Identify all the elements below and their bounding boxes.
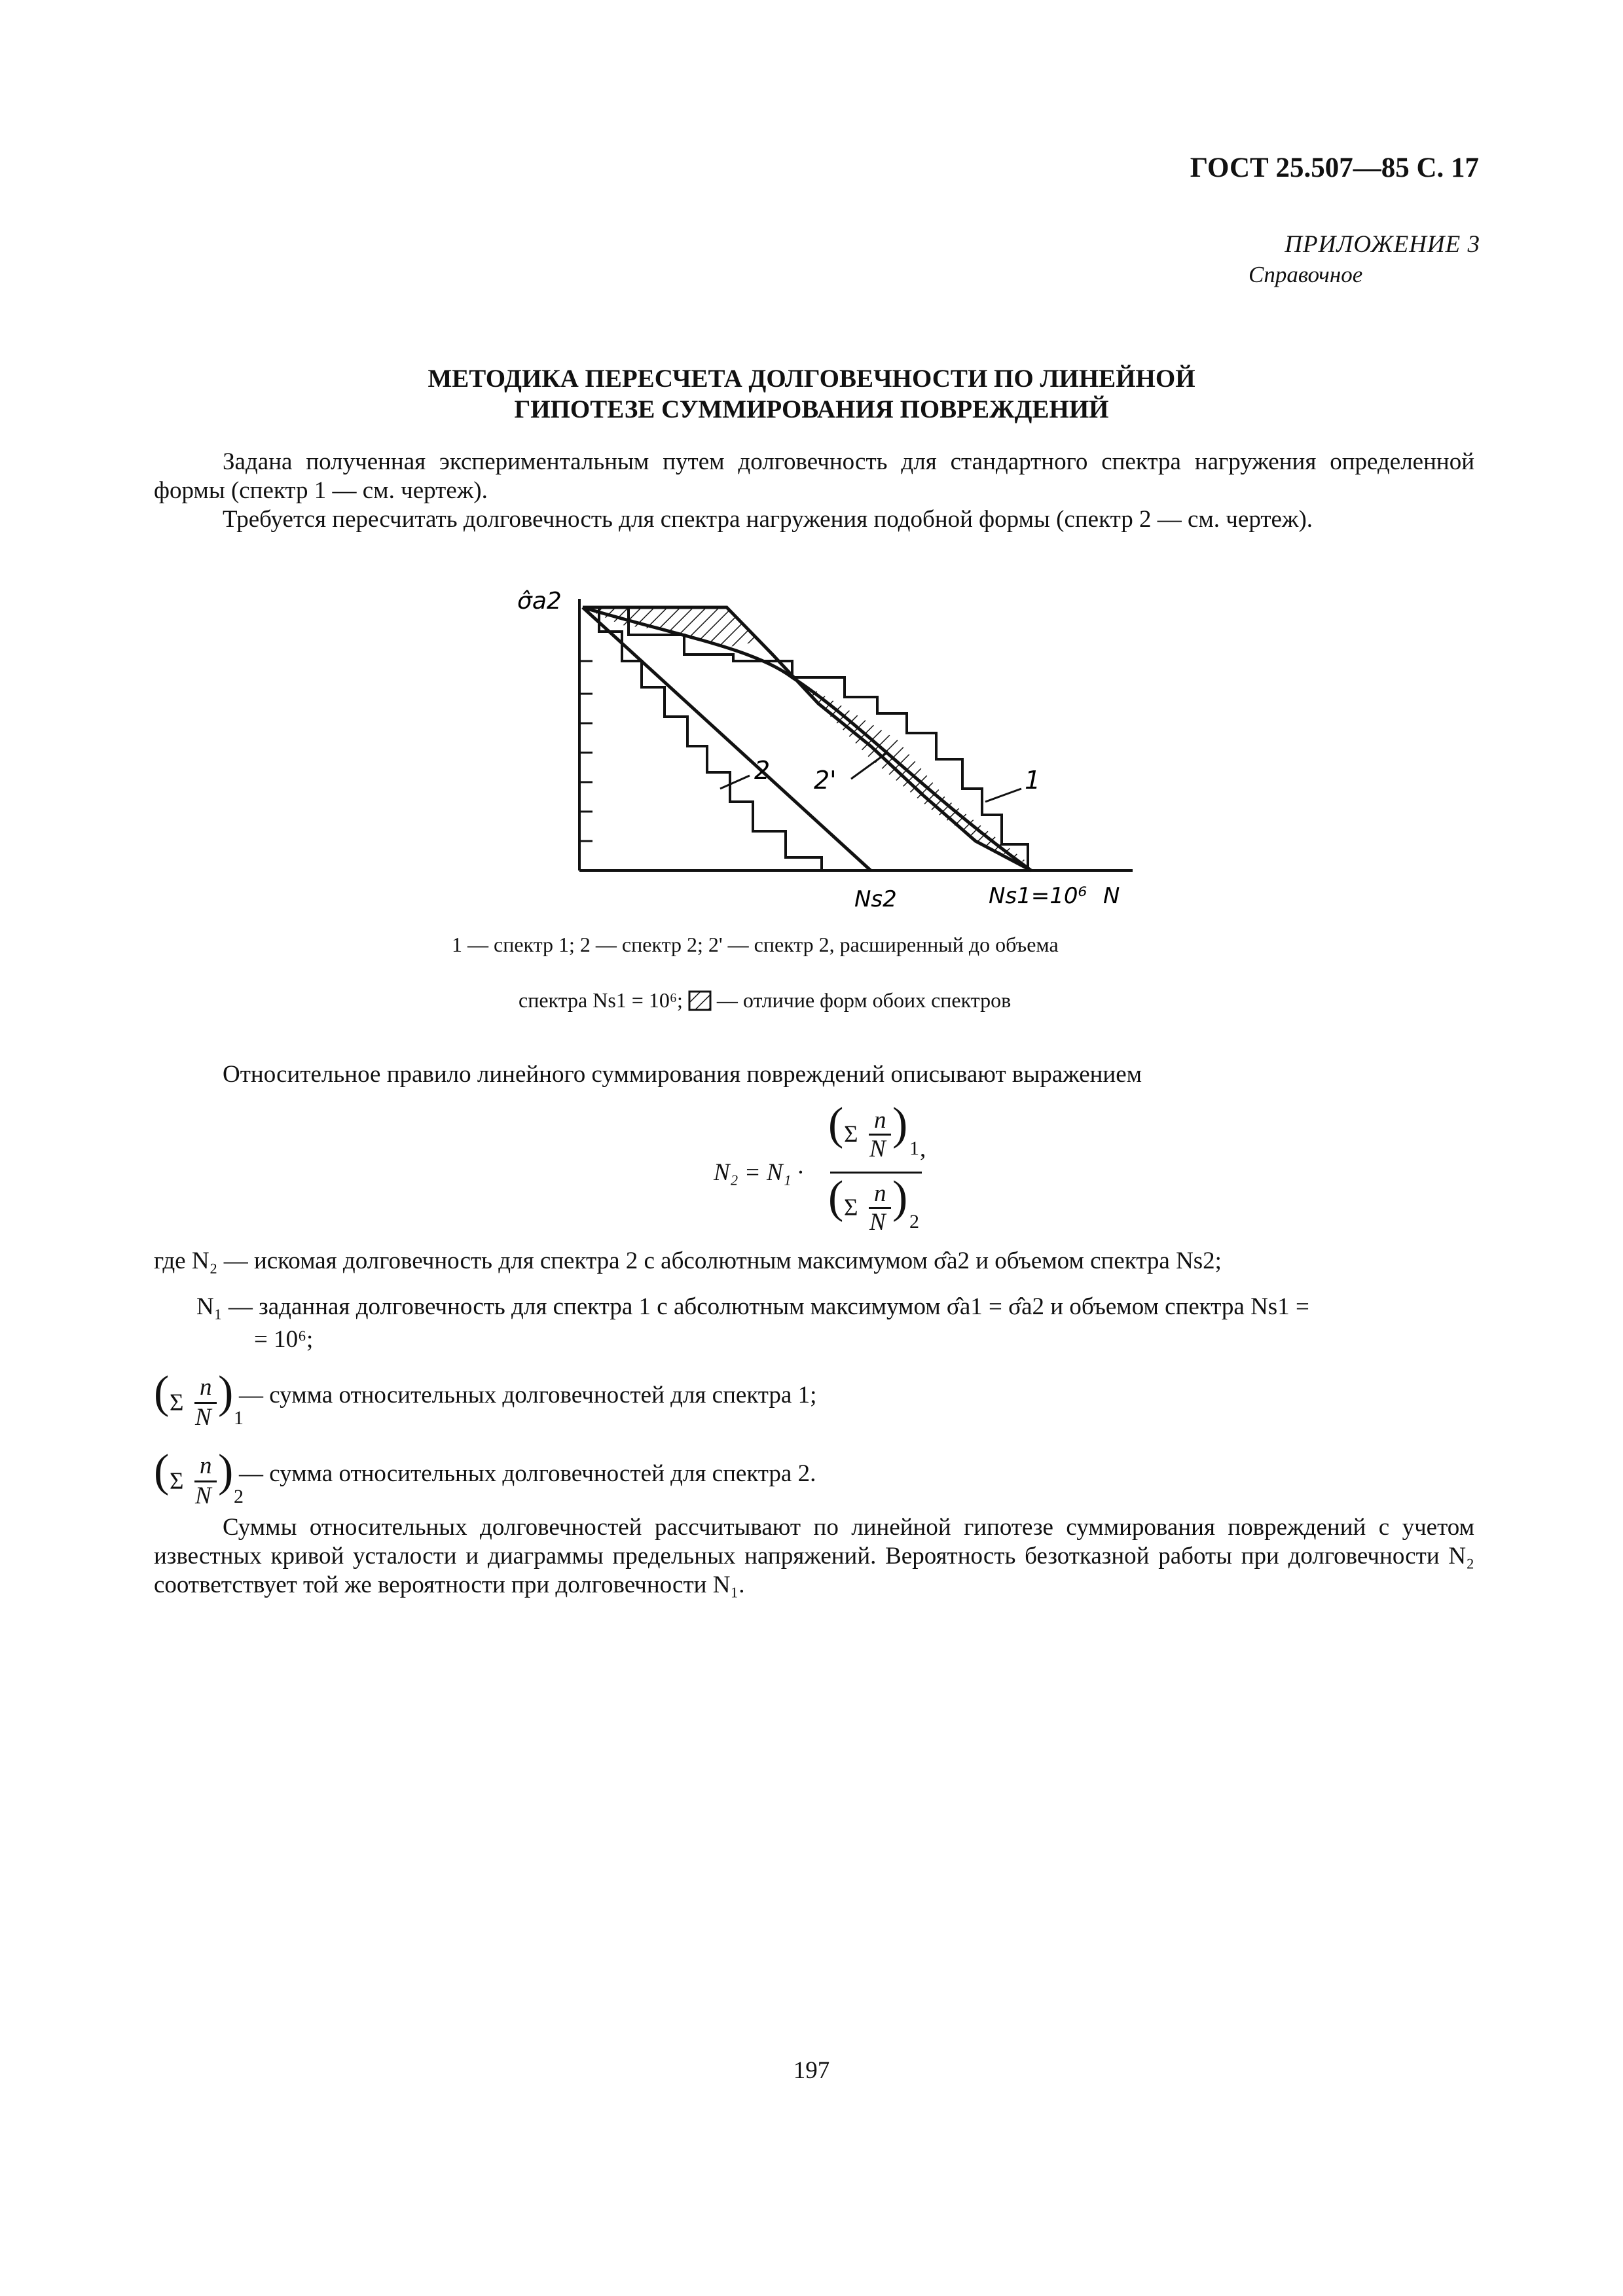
y-ticks [579, 661, 593, 841]
definition-sum-2: — сумма относительных долговечностей для спектра 2. [239, 1460, 816, 1487]
definition-sum-1: — сумма относительных долговечностей для спектра 1; [239, 1382, 817, 1408]
sub-d4: 2 [234, 1486, 244, 1507]
definition-n1-cont: = 10⁶; [254, 1326, 314, 1353]
title-line-1: МЕТОДИКА ПЕРЕСЧЕТА ДОЛГОВЕЧНОСТИ ПО ЛИНЕЙНОЙ [428, 365, 1195, 393]
rule-text: Относительное правило линейного суммирования повреждений описывают выражением [223, 1061, 1142, 1088]
label-curve-2: 2 [754, 756, 771, 785]
appendix-label: ПРИЛОЖЕНИЕ 3 [1285, 231, 1480, 258]
num-N-1: N [869, 1136, 886, 1162]
section-title [0, 363, 1623, 425]
den-n-2: n [874, 1180, 886, 1207]
caption-part-b: — отличие форм обоих спектров [716, 988, 1012, 1012]
n-d3: n [200, 1374, 212, 1401]
formula-lhs: N₂ = N₁ · [714, 1159, 804, 1186]
sigma-d3: Σ [170, 1390, 184, 1416]
N-d4: N [195, 1482, 211, 1509]
title-line-2: ГИПОТЕЗЕ СУММИРОВАНИЯ ПОВРЕЖДЕНИЙ [514, 395, 1109, 423]
num-n-1: n [874, 1107, 886, 1134]
figure-caption-line-1: 1 — спектр 1; 2 — спектр 2; 2' — спектр 2, расширенный до объема [452, 933, 1059, 956]
N-d3: N [195, 1404, 211, 1431]
sigma-d4: Σ [170, 1468, 184, 1495]
caption-part-a: спектра Ns1 = 10⁶; [519, 988, 683, 1012]
curve-1 [583, 607, 1031, 870]
staircase-2 [583, 607, 822, 870]
staircase-1 [583, 607, 1028, 870]
definition-n1: N₁ — заданная долговечность для спектра 1 с абсолютным максимумом σ̂a1 = σ̂a2 и объемом спектра Ns1 = [196, 1293, 1309, 1320]
label-curve-2-prime: 2' [814, 766, 837, 795]
sum-symbol-1: ( Σ n N ) 1 [154, 1367, 244, 1431]
document-header: ГОСТ 25.507—85 С. 17 [1190, 152, 1479, 183]
sigma-1: Σ [844, 1121, 858, 1148]
x-label-ns1: Ns1=10⁶ [989, 883, 1087, 909]
sigma-2: Σ [844, 1194, 858, 1221]
y-axis-label: σ̂a2 [517, 588, 562, 615]
intro-paragraph-2: Требуется пересчитать долговечность для спектра нагружения подобной формы (спектр 2 — см. чертеж). [223, 506, 1313, 533]
hatch-legend-icon [688, 990, 712, 1011]
x-label-ns2: Ns2 [854, 886, 897, 912]
intro-paragraph-1: Задана полученная экспериментальным путем долговечность для стандартного спектра нагружения определенной формы (спектр 1 — см. чертеж). [154, 448, 1474, 504]
den-sub-2: 2 [909, 1211, 919, 1232]
sub-d3: 1 [234, 1407, 244, 1429]
closing-paragraph: Суммы относительных долговечностей рассчитывают по линейной гипотезе суммирования повреждений с учетом известных кривой усталости и диаграммы предельных напряжений. Вероятность безотказной работы при долговечности N₂ соответствует той же вероятности при долговечности N₁. [154, 1514, 1474, 1598]
definition-n2: где N₂ — искомая долговечность для спектра 2 с абсолютным максимумом σ̂a2 и объемом спектра Ns2; [154, 1247, 1222, 1274]
x-label-n: N [1103, 883, 1120, 909]
formula: N₂ = N₁ · ( Σ n N ) 1 , ( Σ n N ) 2 [714, 1099, 926, 1236]
figure-caption-line-2 [519, 988, 1011, 1013]
n-d4: n [200, 1452, 212, 1479]
den-N-2: N [869, 1209, 886, 1236]
spectrum-figure [478, 563, 1165, 916]
appendix-type: Справочное [1249, 262, 1363, 287]
sum-symbol-2: ( Σ n N ) 2 [154, 1446, 244, 1509]
page-number: 197 [793, 2057, 830, 2084]
formula-comma: , [920, 1136, 926, 1162]
num-sub-1: 1 [909, 1138, 919, 1159]
label-curve-1: 1 [1025, 766, 1041, 795]
